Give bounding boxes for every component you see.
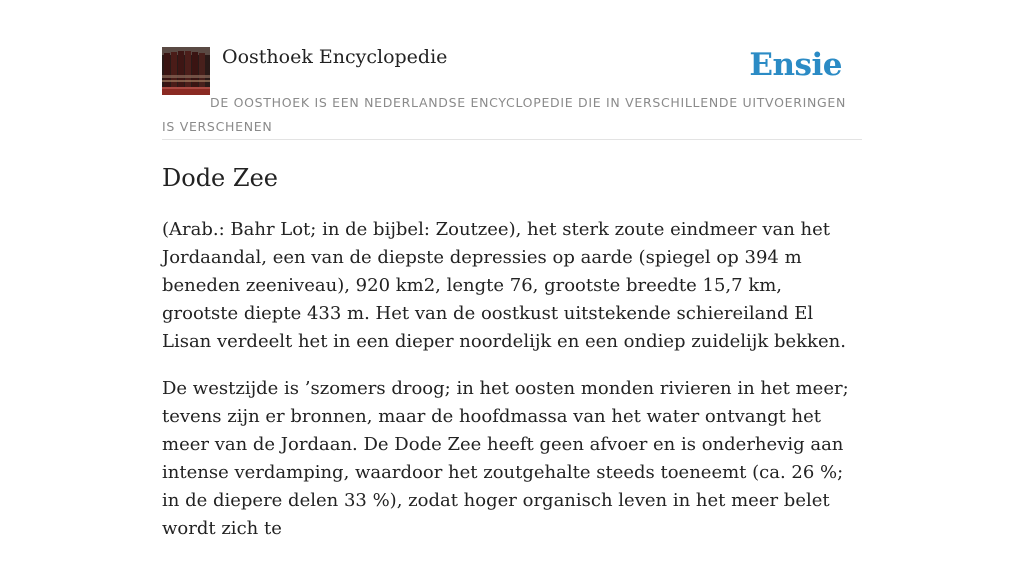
content-column (162, 0, 862, 539)
article-paragraph: (Arab.: Bahr Lot; in de bijbel: Zoutzee), het sterk zoute eindmeer van het Jordaandal, een van de diepste depressies op aarde (spiegel op 394 m beneden zeeniveau), 920 km2, lengte 76, grootste breedte 15,7 km, grootste diepte 433 m. Het van de oostkust uitstekende schiereiland El Lisan verdeelt het in een dieper noordelijk en een ondiep zuidelijk bekken. (162, 219, 846, 352)
article-title: Dode Zee (162, 164, 278, 192)
site-title-link[interactable]: Oosthoek Encyclopedie (222, 46, 448, 68)
ensie-brand-logo[interactable]: Ensie (749, 47, 842, 83)
article-body (162, 216, 862, 562)
site-header (162, 0, 862, 140)
article-paragraph: De westzijde is ’szomers droog; in het oosten monden rivieren in het meer; tevens zijn er bronnen, maar de hoofdmassa van het water ontvangt het meer van de Jordaan. De Dode Zee heeft geen afvoer en is onderhevig aan intense verdamping, waardoor het zoutgehalte steeds toeneemt (ca. 26 %; in de diepere delen 33 %), zodat hoger organisch leven in het meer belet wordt zich te (162, 378, 849, 539)
site-description: DE OOSTHOEK IS EEN NEDERLANDSE ENCYCLOPEDIE DIE IN VERSCHILLENDE UITVOERINGEN IS VERSCHENEN (162, 95, 847, 134)
encyclopedia-books-avatar-icon[interactable] (162, 47, 210, 95)
